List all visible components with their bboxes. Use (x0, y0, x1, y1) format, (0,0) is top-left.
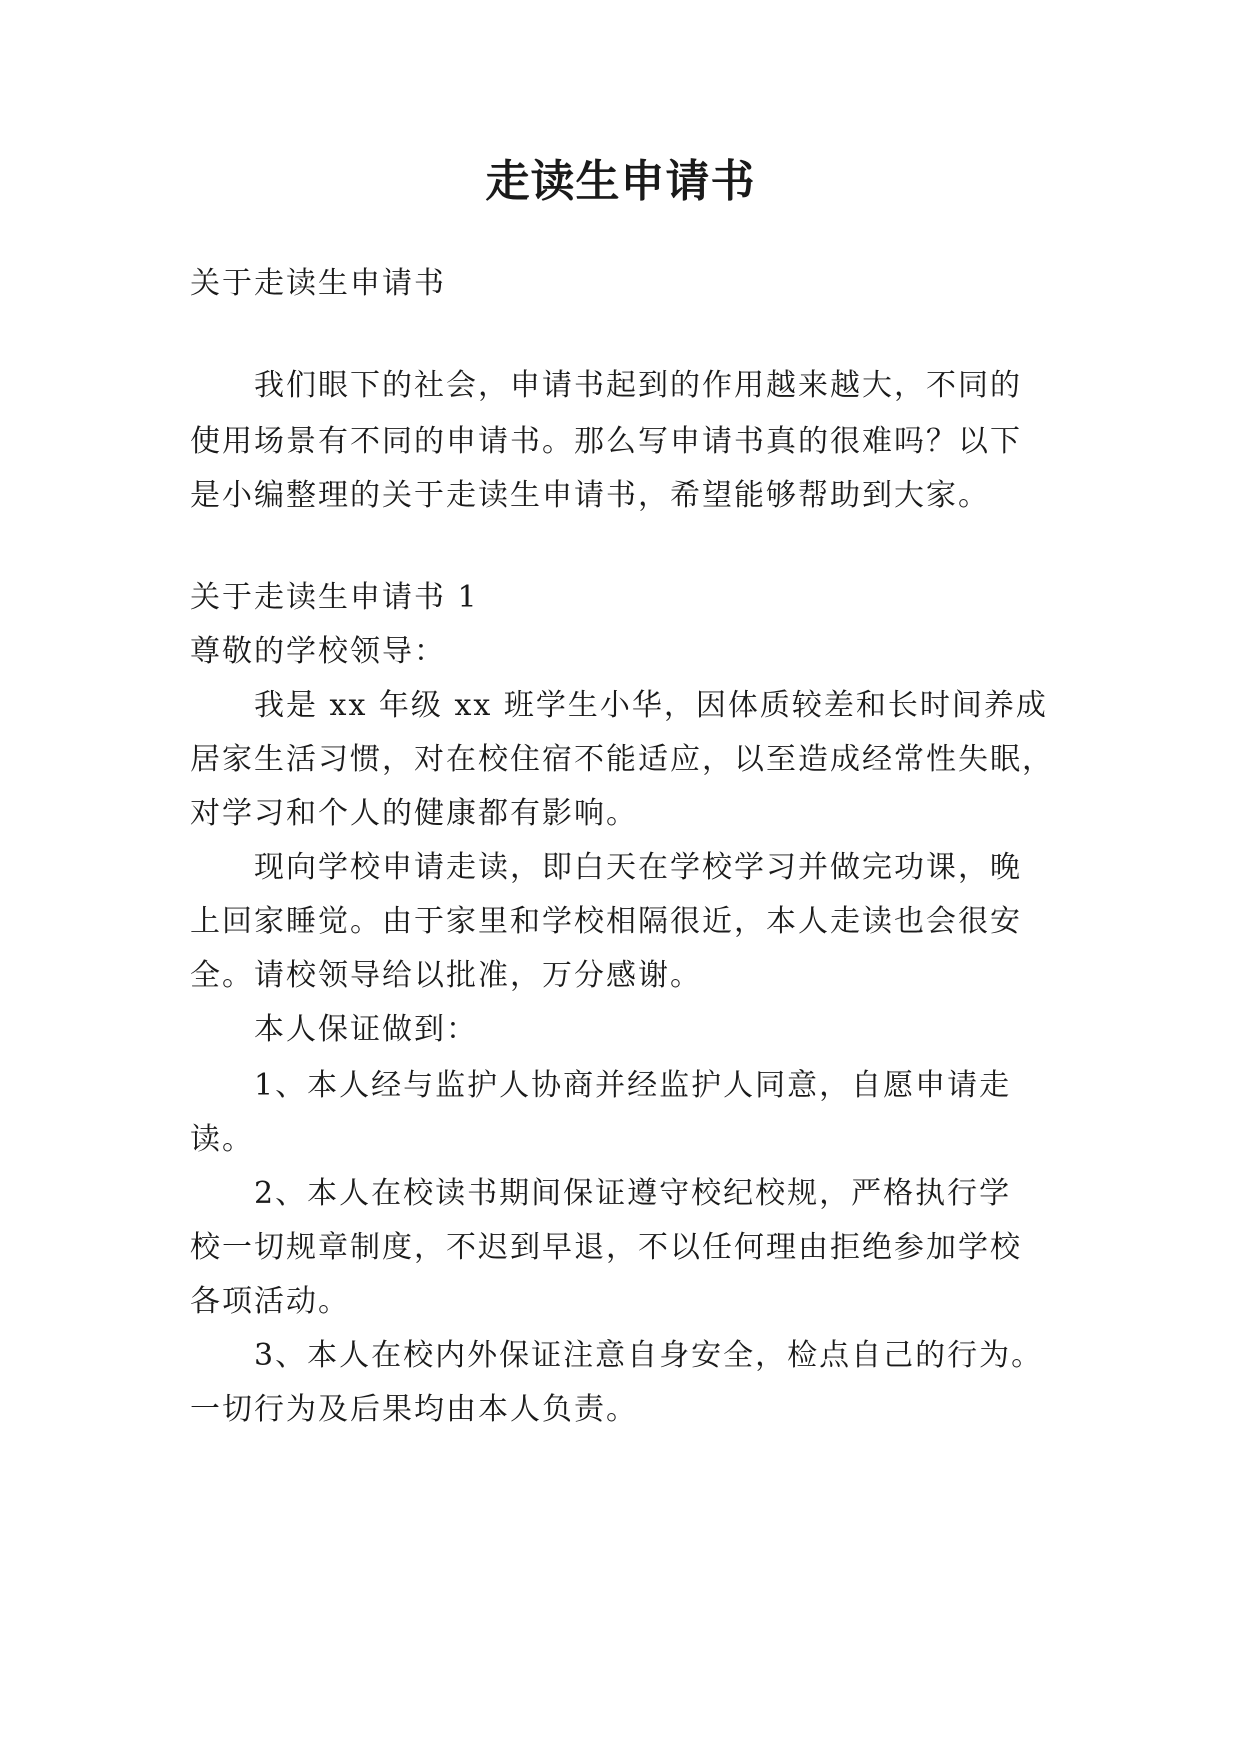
body-line: 居家生活习惯，对在校住宿不能适应，以至造成经常性失眠， (190, 742, 1054, 777)
body-line: 全。请校领导给以批准，万分感谢。 (190, 958, 702, 993)
body-line: 现向学校申请走读，即白天在学校学习并做完功课，晚 (254, 850, 1022, 885)
intro-line: 使用场景有不同的申请书。那么写申请书真的很难吗？以下 (190, 424, 1022, 459)
document-title: 走读生申请书 (485, 156, 756, 207)
salutation: 尊敬的学校领导： (190, 634, 446, 669)
section-heading: 关于走读生申请书 1 (190, 580, 479, 615)
body-line: 读。 (190, 1122, 254, 1157)
body-line: 1、本人经与监护人协商并经监护人同意，自愿申请走 (254, 1068, 1012, 1103)
body-line: 校一切规章制度，不迟到早退，不以任何理由拒绝参加学校 (190, 1230, 1022, 1265)
body-line: 一切行为及后果均由本人负责。 (190, 1392, 638, 1427)
body-line: 2、本人在校读书期间保证遵守校纪校规，严格执行学 (254, 1176, 1012, 1211)
intro-line: 是小编整理的关于走读生申请书，希望能够帮助到大家。 (190, 478, 990, 513)
intro-line: 我们眼下的社会，申请书起到的作用越来越大，不同的 (254, 368, 1022, 403)
body-line: 本人保证做到： (254, 1012, 478, 1047)
body-line: 3、本人在校内外保证注意自身安全，检点自己的行为。 (254, 1338, 1044, 1373)
body-line: 对学习和个人的健康都有影响。 (190, 796, 638, 831)
body-line: 各项活动。 (190, 1284, 350, 1319)
body-line: 上回家睡觉。由于家里和学校相隔很近，本人走读也会很安 (190, 904, 1022, 939)
body-line: 我是 xx 年级 xx 班学生小华，因体质较差和长时间养成 (254, 688, 1048, 723)
document-subtitle: 关于走读生申请书 (190, 266, 446, 301)
